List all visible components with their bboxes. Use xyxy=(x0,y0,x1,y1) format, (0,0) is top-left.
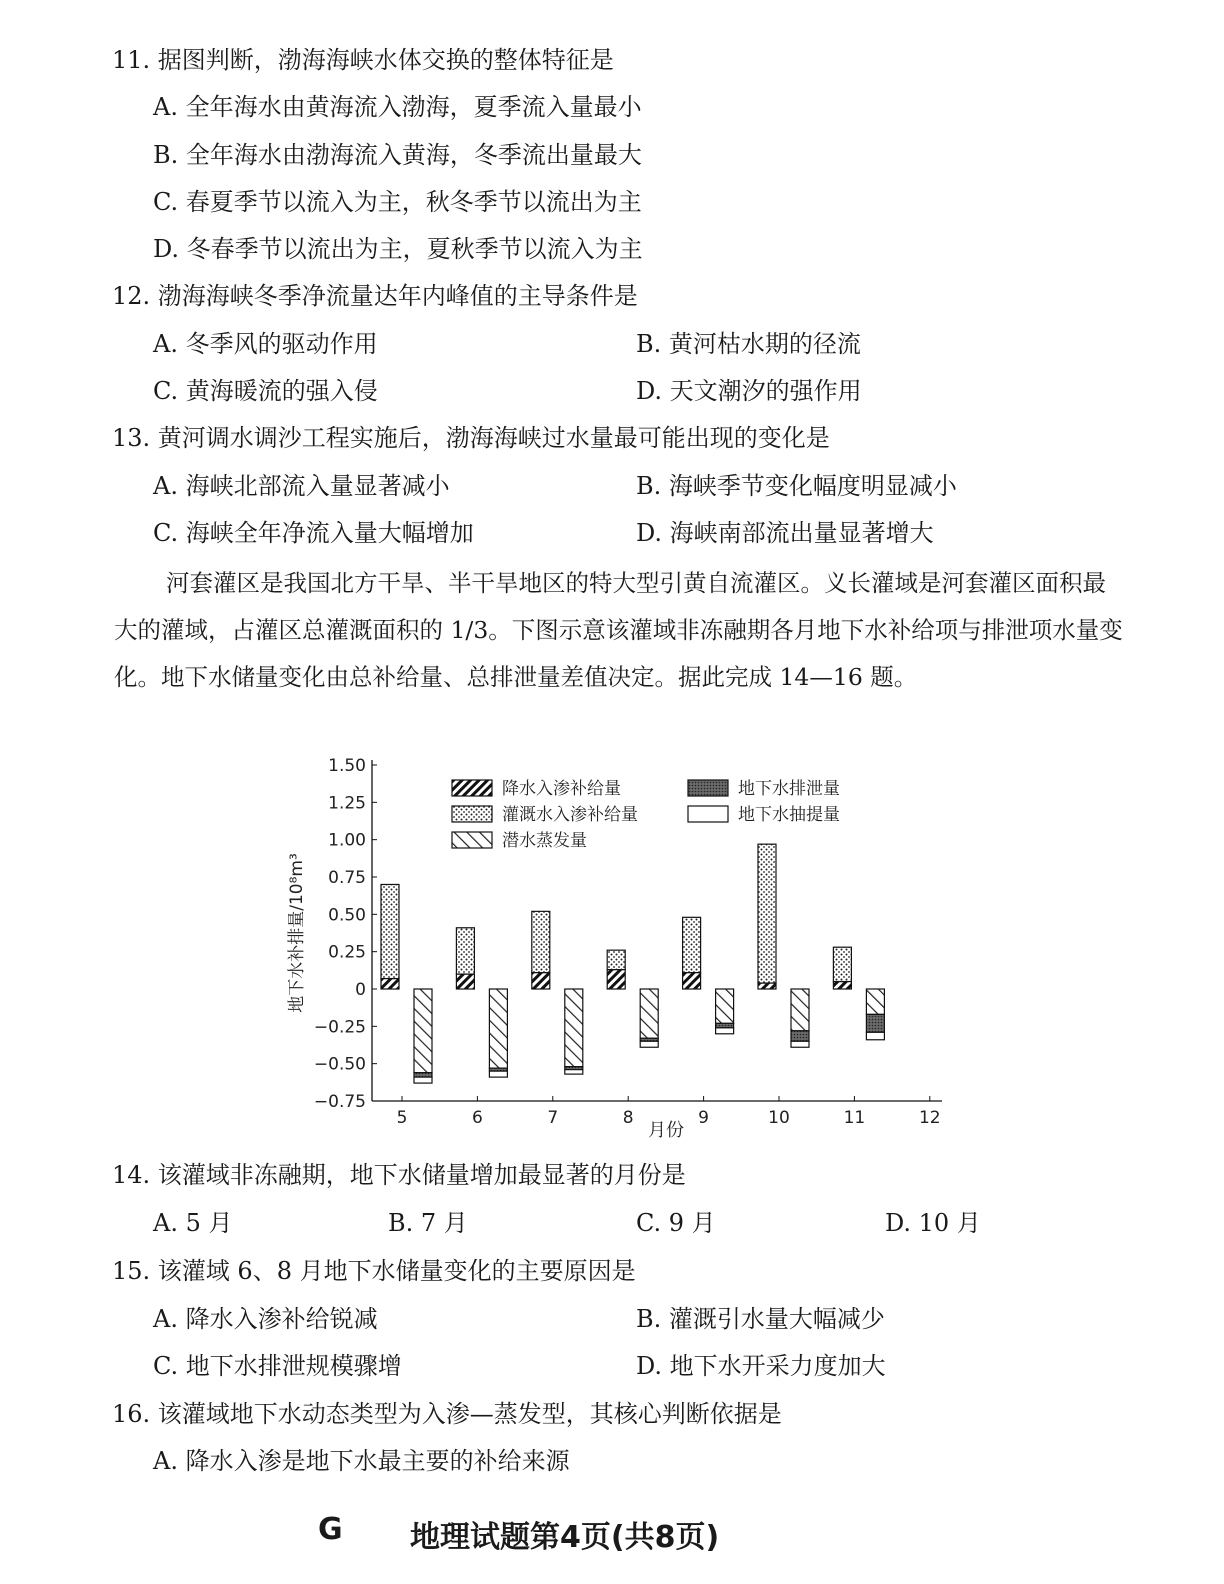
q12-stem: 12. 渤海海峡冬季净流量达年内峰值的主导条件是 xyxy=(112,282,638,310)
bar-irrigation-infiltration-10 xyxy=(758,844,776,983)
q15-option-c: C. 地下水排泄规模骤增 xyxy=(153,1352,402,1380)
footer-code: G xyxy=(318,1512,343,1547)
q14-option-a: A. 5 月 xyxy=(153,1209,233,1237)
legend-label-irrigation-infiltration: 灌溉水入渗补给量 xyxy=(502,805,638,825)
q14-option-c: C. 9 月 xyxy=(636,1209,716,1237)
bar-groundwater-discharge-11 xyxy=(866,1014,884,1032)
bar-rain-infiltration-9 xyxy=(683,973,701,989)
bar-phreatic-evaporation-8 xyxy=(640,989,658,1038)
bar-irrigation-infiltration-5 xyxy=(381,884,399,978)
y-tick-label: −0.75 xyxy=(313,1092,366,1112)
legend-swatch-groundwater-extraction xyxy=(688,806,728,822)
bar-groundwater-extraction-7 xyxy=(565,1070,583,1074)
q16-option-a: A. 降水入渗是地下水最主要的补给来源 xyxy=(153,1447,570,1475)
bar-groundwater-extraction-11 xyxy=(866,1032,884,1039)
x-tick-label: 6 xyxy=(471,1108,483,1128)
bar-groundwater-extraction-6 xyxy=(489,1071,507,1077)
q11-option-b: B. 全年海水由渤海流入黄海，冬季流出量最大 xyxy=(153,141,642,169)
y-tick-label: 1.00 xyxy=(328,830,366,851)
bar-rain-infiltration-8 xyxy=(607,970,625,989)
bar-phreatic-evaporation-6 xyxy=(489,989,507,1068)
y-tick-label: 0.50 xyxy=(328,905,366,926)
x-tick-label: 11 xyxy=(843,1108,866,1128)
bar-irrigation-infiltration-6 xyxy=(456,928,474,974)
legend-swatch-groundwater-discharge xyxy=(688,780,728,796)
q12-option-d: D. 天文潮汐的强作用 xyxy=(636,377,862,405)
q12-option-c: C. 黄海暖流的强入侵 xyxy=(153,377,378,405)
q12-option-b: B. 黄河枯水期的径流 xyxy=(636,330,861,358)
legend-swatch-phreatic-evaporation xyxy=(452,832,492,848)
q13-option-a: A. 海峡北部流入量显著减小 xyxy=(153,472,450,500)
groundwater-chart xyxy=(280,748,960,1146)
q14-option-b: B. 7 月 xyxy=(388,1209,468,1237)
bar-irrigation-infiltration-7 xyxy=(532,911,550,972)
q12-option-a: A. 冬季风的驱动作用 xyxy=(153,330,378,358)
bar-groundwater-extraction-10 xyxy=(791,1041,809,1047)
bar-irrigation-infiltration-9 xyxy=(683,917,701,972)
bar-groundwater-discharge-5 xyxy=(414,1073,432,1077)
q13-option-c: C. 海峡全年净流入量大幅增加 xyxy=(153,519,474,547)
x-axis-label: 月份 xyxy=(648,1120,684,1141)
legend-swatch-rain-infiltration xyxy=(452,780,492,796)
bar-irrigation-infiltration-8 xyxy=(607,950,625,969)
bar-phreatic-evaporation-7 xyxy=(565,989,583,1067)
y-tick-label: −0.25 xyxy=(313,1017,366,1038)
bar-groundwater-discharge-10 xyxy=(791,1031,809,1041)
q13-stem: 13. 黄河调水调沙工程实施后，渤海海峡过水量最可能出现的变化是 xyxy=(112,424,830,452)
bar-groundwater-discharge-9 xyxy=(716,1023,734,1027)
q15-option-b: B. 灌溉引水量大幅减少 xyxy=(636,1305,885,1333)
q11-option-a: A. 全年海水由黄海流入渤海，夏季流入量最小 xyxy=(153,93,642,121)
q14-option-d: D. 10 月 xyxy=(885,1209,981,1237)
x-tick-label: 5 xyxy=(396,1108,408,1128)
legend-label-phreatic-evaporation: 潜水蒸发量 xyxy=(502,831,587,851)
q15-option-d: D. 地下水开采力度加大 xyxy=(636,1352,886,1380)
bar-phreatic-evaporation-9 xyxy=(716,989,734,1023)
q15-option-a: A. 降水入渗补给锐减 xyxy=(153,1305,378,1333)
legend-swatch-irrigation-infiltration xyxy=(452,806,492,822)
footer-page-title: 地理试题第4页(共8页) xyxy=(410,1520,720,1555)
q14-stem: 14. 该灌域非冻融期，地下水储量增加最显著的月份是 xyxy=(112,1161,686,1189)
x-tick-label: 9 xyxy=(698,1108,710,1128)
y-tick-label: 0.25 xyxy=(328,942,366,963)
q11-option-d: D. 冬春季节以流出为主，夏秋季节以流入为主 xyxy=(153,235,643,263)
x-tick-label: 10 xyxy=(768,1108,790,1128)
x-tick-label: 8 xyxy=(622,1108,634,1128)
passage: 河套灌区是我国北方干旱、半干旱地区的特大型引黄自流灌区。义长灌域是河套灌区面积最大的灌域，占灌区总灌溉面积的 1/3。下图示意该灌域非冻融期各月地下水补给项与排泄项水量变化。地下水储量变化由总补给量、总排泄量差值决定。据此完成 14—16 题。 xyxy=(114,569,1123,691)
bar-groundwater-extraction-5 xyxy=(414,1077,432,1083)
y-tick-label: −0.50 xyxy=(313,1054,366,1075)
legend-label-groundwater-extraction: 地下水抽提量 xyxy=(738,805,840,825)
q16-stem: 16. 该灌域地下水动态类型为入渗—蒸发型，其核心判断依据是 xyxy=(112,1400,782,1428)
bar-phreatic-evaporation-5 xyxy=(414,989,432,1073)
legend-label-groundwater-discharge: 地下水排泄量 xyxy=(738,779,840,799)
y-tick-label: 1.25 xyxy=(328,793,366,814)
q11-stem: 11. 据图判断，渤海海峡水体交换的整体特征是 xyxy=(112,46,614,74)
bar-phreatic-evaporation-11 xyxy=(866,989,884,1014)
bar-rain-infiltration-10 xyxy=(758,983,776,989)
bar-groundwater-extraction-8 xyxy=(640,1041,658,1047)
y-tick-label: 0 xyxy=(355,980,366,1000)
y-axis-label: 地下水补排量/10⁸m³ xyxy=(287,853,307,1013)
bar-phreatic-evaporation-10 xyxy=(791,989,809,1031)
y-tick-label: 1.50 xyxy=(328,756,366,776)
bar-rain-infiltration-6 xyxy=(456,974,474,989)
legend-label-rain-infiltration: 降水入渗补给量 xyxy=(502,779,621,799)
q15-stem: 15. 该灌域 6、8 月地下水储量变化的主要原因是 xyxy=(112,1257,636,1285)
bar-irrigation-infiltration-11 xyxy=(833,947,851,981)
bar-groundwater-extraction-9 xyxy=(716,1028,734,1034)
bar-rain-infiltration-11 xyxy=(833,982,851,989)
q13-option-d: D. 海峡南部流出量显著增大 xyxy=(636,519,934,547)
q13-option-b: B. 海峡季节变化幅度明显减小 xyxy=(636,472,957,500)
q11-option-c: C. 春夏季节以流入为主，秋冬季节以流出为主 xyxy=(153,188,642,216)
x-tick-label: 7 xyxy=(547,1108,559,1128)
y-tick-label: 0.75 xyxy=(328,868,366,888)
bar-rain-infiltration-7 xyxy=(532,973,550,989)
bar-rain-infiltration-5 xyxy=(381,979,399,989)
x-tick-label: 12 xyxy=(918,1108,941,1128)
